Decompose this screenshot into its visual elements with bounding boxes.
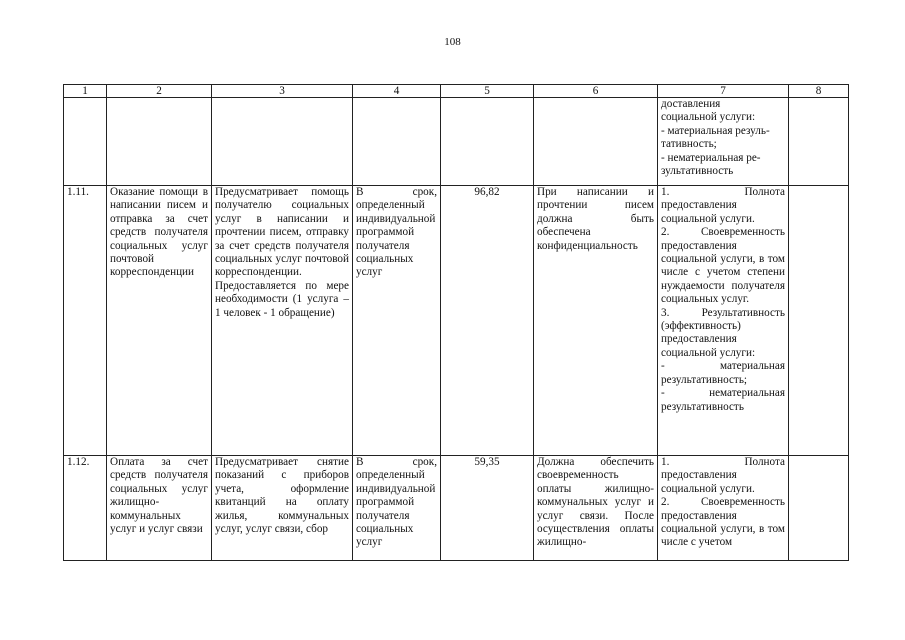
text-line: - нематериальная ре-	[661, 151, 761, 164]
service-description: Предусматривает снятие показаний с приборов учета, оформление квитанций на оплату жилья, коммунальных услуг, услуг связи, сбор	[212, 456, 353, 561]
service-price: 96,82	[441, 186, 534, 456]
column-numbers-row	[64, 85, 849, 98]
text-line: тативность;	[661, 138, 717, 151]
table-cell	[212, 98, 353, 186]
text-line: социальной услуги:	[661, 111, 756, 124]
column-number: 2	[107, 85, 212, 98]
service-term: В срок, определенный индивидуальной программой получателя социальных услуг	[353, 186, 441, 456]
row-number: 1.12.	[64, 456, 107, 561]
service-indicators	[658, 186, 789, 456]
text-line: 3. Результативность (эффективность) предоставления социальной услуги:	[661, 306, 785, 359]
table-cell	[441, 98, 534, 186]
text-line: - материальная результативность;	[661, 360, 785, 386]
table-row	[64, 186, 849, 456]
column-number: 8	[789, 85, 849, 98]
page-number: 108	[444, 36, 461, 48]
column-number: 5	[441, 85, 534, 98]
service-name: Оплата за счет средств получателя социальных услуг жилищно-коммунальных услуг и услуг связи	[107, 456, 212, 561]
services-table	[63, 84, 849, 561]
text-line: зультативность	[661, 165, 734, 178]
service-term: В срок, определенный индивидуальной программой получателя социальных услуг	[353, 456, 441, 561]
service-description: Предусматривает помощь получателю социальных услуг в написании и прочтении писем, отправку за счет средств получателя социальных услуг почтовой корреспонденции. Предоставляется по мере необходимости (1 услуга – 1 человек - 1 обращение)	[212, 186, 353, 456]
column-number: 7	[658, 85, 789, 98]
table-cell	[353, 98, 441, 186]
service-price: 59,35	[441, 456, 534, 561]
service-conditions: При написании и прочтении писем должна быть обеспечена конфиденциальность	[534, 186, 658, 456]
continuation-row	[64, 98, 849, 186]
table-cell	[789, 98, 849, 186]
table-cell	[64, 98, 107, 186]
text-line: 2. Своевременность предоставления социальной услуги, в том числе с учетом	[661, 496, 785, 549]
column-number: 4	[353, 85, 441, 98]
table-row	[64, 456, 849, 561]
service-note	[789, 186, 849, 456]
text-line: доставления	[661, 98, 721, 110]
service-conditions: Должна обеспечить своевременность оплаты жилищно-коммунальных услуг и услуг связи. После осуществления оплаты жилищно-	[534, 456, 658, 561]
column-number: 6	[534, 85, 658, 98]
indicators-continuation	[658, 98, 789, 186]
text-line: 2. Своевременность предоставления социальной услуги, в том числе с учетом степени нуждаемости получателя социальных услуг.	[661, 226, 785, 306]
row-number: 1.11.	[64, 186, 107, 456]
table-cell	[107, 98, 212, 186]
service-name: Оказание помощи в написании писем и отправка за счет средств получателя социальных услуг почтовой корреспонденции	[107, 186, 212, 456]
table-cell	[534, 98, 658, 186]
text-line: 1. Полнота предоставления социальной услуги.	[661, 186, 785, 225]
text-line: - нематериальная результативность	[661, 387, 785, 413]
text-line: 1. Полнота предоставления социальной услуги.	[661, 456, 785, 495]
service-indicators	[658, 456, 789, 561]
service-note	[789, 456, 849, 561]
column-number: 1	[64, 85, 107, 98]
column-number: 3	[212, 85, 353, 98]
text-line: - материальная резуль-	[661, 124, 770, 137]
